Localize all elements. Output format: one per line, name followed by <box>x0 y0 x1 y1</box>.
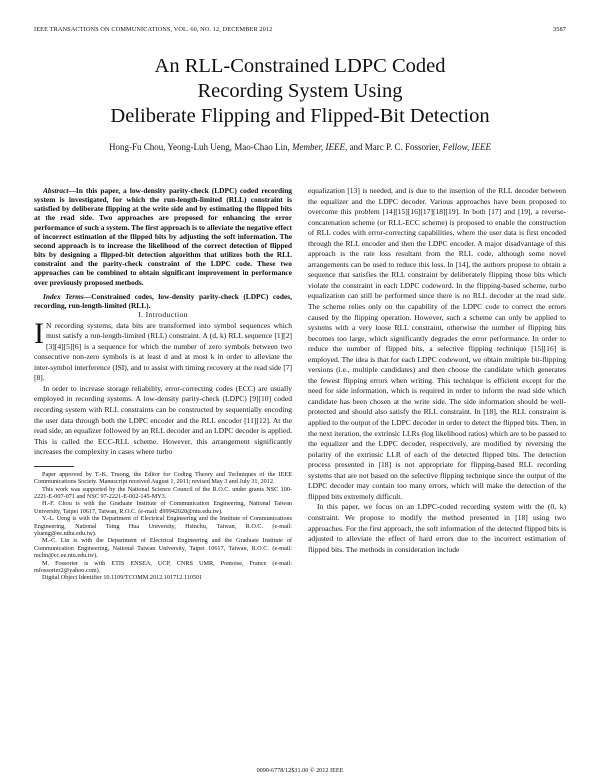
member-note: Member, IEEE, <box>292 142 348 152</box>
index-terms-label: Index Terms <box>43 291 84 301</box>
right-paragraph-2: In this paper, we focus on an LDPC-coded recording system with the (0, k) constraint. We propose to modify the method presented in [18] using two approaches. For the first approach, the soft information of the detected flipped bits is adjusted to alleviate the effect of hard errors due to the incorrect estimation of flipped bits. The methods in consideration include <box>308 502 566 554</box>
abstract-text: —In this paper, a low-density parity-check (LDPC) coded recording system is investigated, for which the run-length-limited (RLL) constraint is satisfied by deliberate flipping at the write side and by estimating the flipped bits at the read side. Two approaches are proposed for enhancing the error performance of such a system. The first approach is to alleviate the negative effect of incorrect estimation of the flipped bits by adjusting the soft information. The second approach is to increase the likelihood of the correct detection of flipped bits by designing a flipped-bit detection algorithm that utilizes both the RLL constraint and the parity-check constraint of the LDPC code. These two approaches can be combined to obtain significant improvement in performance over previously proposed methods. <box>34 186 292 287</box>
footnote-lin: M.-C. Lin is with the Department of Electrical Engineering and the Graduate Institute of Communication Engineering, National Taiwan University, Taipei 10617, Taiwan, R.O.C. (e-mail: mclin@cc.ee.ntu.edu.tw). <box>34 537 292 560</box>
author-line <box>0 142 600 152</box>
copyright-footer: 0090-6778/12$31.00 © 2012 IEEE <box>256 767 344 774</box>
page-number: 3587 <box>553 26 566 33</box>
right-column <box>308 186 566 555</box>
footnote-doi: Digital Object Identifier 10.1109/TCOMM.2012.101712.110501 <box>42 574 203 582</box>
left-column <box>34 186 292 582</box>
index-terms-text: —Constrained codes, low-density parity-check (LDPC) codes, recording, run-length-limited (RLL). <box>34 291 292 310</box>
fellow-note: Fellow, IEEE <box>442 142 491 152</box>
footnote-fossorier: M. Fossorier is with ETIS ENSEA, UCP, CNRS UMR, Pontoise, France (e-mail: mfossorier2@yahoo.com). <box>34 559 292 574</box>
right-paragraph-1: equalization [13] is needed, and is due to the insertion of the RLL decoder between the equalizer and the LDPC decoder. Various approaches have been proposed to overcome this problem [14][15][16][17][18][19]. In both [17] and [19], a reverse-concatenation scheme (or RLL-ECC scheme) is proposed to enable the construction of RLL codes with error-correcting capabilities, where the user data is first encoded through the RLL encoder and then the LDPC encoder. A major disadvantage of this approach is the rate loss resultant from the RLL code, although some novel arrangements can be used to reduce this loss. In [14], the authors propose to obtain a sequence that satisfies the RLL constraint by deliberately flipping those bits which violate the constraint in each LDPC codeword. In the flipping-based scheme, turbo equalization can still be performed since there is no RLL decoder at the read side. The scheme relies only on the capability of the LDPC code to correct the errors caused by the flipping operation. However, such a scheme can only be applied to systems with a very loose RLL constraint, otherwise the number of flipping bits becomes too large, which significantly degrades the error performance. In order to reduce the number of flipped bits, a selective flipping technique [15][16] is employed. The idea is that for each LDPC codeword, we obtain multiple bit-flipping versions (i.e., multiple candidates) and then choose the candidate which generates the fewest flipping errors when writing. This technique is efficient except for the need for side information, which is required in order to inform the read side which candidate has been chosen at the write side. The side information should be well-protected and should also satisfy the RLL constraint. In [18], the RLL constraint is applied to the output of the LDPC decoder in order to detect the flipped bits. Then, in the next iteration, the extrinsic LLRs (log likelihood ratios) which are to be passed to the equalizer and the LDPC decoder, respectively, are modified by reversing the polarity of the extrinsic LLR of each of the detected flipped bits. The detection process presented in [18] is not appropriate for flipping-based RLL recording systems that are not based on the selective flipping technique since the output of the LDPC decoder may contain too many errors, which will make the detection of the flipped bits extremely difficult. <box>308 186 566 501</box>
footnote-editor: Paper approved by T.-K. Truong, the Editor for Coding Theory and Techniques of the IEEE Communications Society. Manuscript received August 1, 2011; revised May 3 and July 31, 2012. <box>34 470 292 486</box>
title-line-3: Deliberate Flipping and Flipped-Bit Detection <box>110 105 490 127</box>
footnote-rule <box>34 466 74 467</box>
footnotes <box>34 471 292 582</box>
intro-text-1: N recording systems, data bits are transformed into symbol sequences which must satisfy a run-length-limited (RLL) constraint. A (d, k) RLL sequence [1][2][3][4][5][6] is a sequence for which the number of zero symbols between two consecutive non-zero symbols is at least d and at most k in order to alleviate the inter-symbol interference (ISI), and to assist with timing recovery at the read side [7][8]. <box>34 320 292 383</box>
footnote-ueng: Y.-L. Ueng is with the Department of Electrical Engineering and the Institute of Communications Engineering, National Tsing Hua University, Hsinchu, Taiwan, R.O.C. (e-mail: ylueng@ee.nthu.edu.tw). <box>34 515 292 537</box>
intro-paragraph-1 <box>34 316 292 384</box>
running-header <box>34 26 566 36</box>
intro-paragraph-2: In order to increase storage reliability, error-correcting codes (ECC) are usually employed in recording systems. A low-density parity-check (LDPC) [9][10] coded recording system with RLL constraints can be constructed by sequentially encoding the user data through both the LDPC encoder and the RLL encoder [11][12]. At the read side, an equalizer followed by an RLL decoder and an LDPC decoder is applied. This is called the ECC-RLL scheme. However, this arrangement significantly increases the complexity in cases where turbo <box>34 383 292 457</box>
footnote-chou: H.-F. Chou is with the Graduate Institute of Communication Engineering, National Taiwan University, Taipei 10617, Taiwan, R.O.C. (e-mail: d99942020@ntu.edu.tw). <box>34 500 292 515</box>
section-heading: I. Introduction <box>138 310 188 320</box>
author-last: and Marc P. C. Fossorier, <box>349 142 441 152</box>
journal-header: IEEE TRANSACTIONS ON COMMUNICATIONS, VOL. 60, NO. 12, DECEMBER 2012 <box>34 26 273 33</box>
paper-title <box>0 54 600 129</box>
abstract-label: Abstract <box>43 186 69 195</box>
footnote-funding: This work was supported by the National Science Council of the R.O.C. under grants NSC 100-2221-E-007-071 and NSC 97-2221-E-002-145-MY3. <box>34 485 292 500</box>
author-names: Hong-Fu Chou, Yeong-Luh Ueng, Mao-Chao Lin, <box>109 142 290 152</box>
drop-cap: I <box>34 316 44 350</box>
title-line-2: Recording System Using <box>197 80 403 102</box>
index-terms <box>34 292 292 310</box>
abstract <box>34 186 292 287</box>
title-line-1: An RLL-Constrained LDPC Coded <box>154 55 446 77</box>
